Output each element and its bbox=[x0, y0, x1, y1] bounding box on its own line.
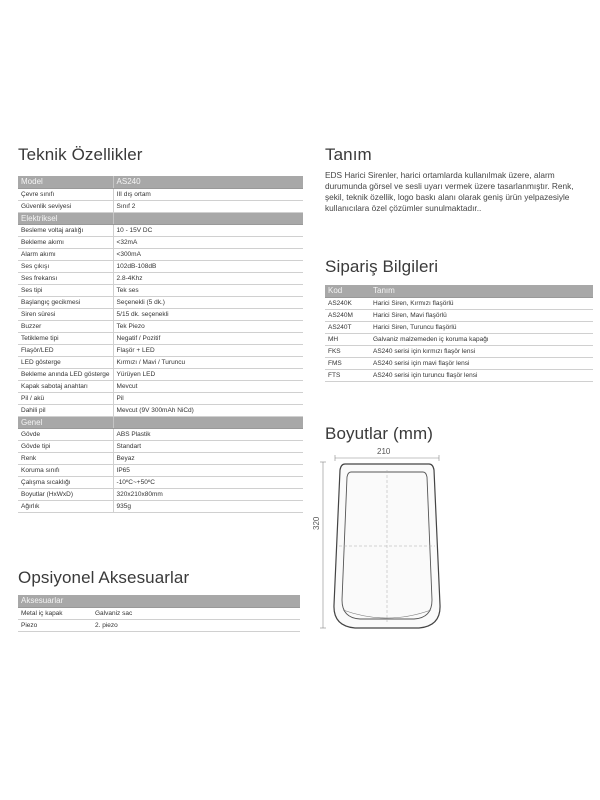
tech-header-row bbox=[18, 176, 303, 188]
section-value bbox=[113, 212, 303, 224]
section-row-electrical bbox=[18, 212, 303, 224]
order-code: FMS bbox=[325, 357, 370, 369]
spec-value: Standart bbox=[113, 440, 303, 452]
order-code: FTS bbox=[325, 369, 370, 381]
table-row bbox=[18, 284, 303, 296]
table-row bbox=[18, 500, 303, 512]
spec-label: Başlangıç gecikmesi bbox=[18, 296, 113, 308]
table-row bbox=[18, 488, 303, 500]
table-row bbox=[18, 356, 303, 368]
spec-value: 5/15 dk. seçenekli bbox=[113, 308, 303, 320]
spec-value: ABS Plastik bbox=[113, 428, 303, 440]
table-row bbox=[18, 188, 303, 200]
order-header-code: Kod bbox=[325, 285, 370, 297]
order-code: AS240T bbox=[325, 321, 370, 333]
order-desc: AS240 serisi için turuncu flaşör lensi bbox=[370, 369, 593, 381]
table-row bbox=[325, 369, 593, 381]
tech-specs-table bbox=[18, 176, 303, 513]
accessory-name: Piezo bbox=[18, 619, 92, 631]
table-row bbox=[18, 236, 303, 248]
table-row bbox=[18, 344, 303, 356]
spec-value: 320x210x80mm bbox=[113, 488, 303, 500]
spec-label: Çevre sınıfı bbox=[18, 188, 113, 200]
table-row bbox=[325, 357, 593, 369]
spec-value: -10ºC~+50ºC bbox=[113, 476, 303, 488]
table-row bbox=[18, 272, 303, 284]
spec-label: Gövde bbox=[18, 428, 113, 440]
spec-label: Dahili pil bbox=[18, 404, 113, 416]
dimension-width-label: 210 bbox=[377, 447, 391, 456]
accessories-header-row bbox=[18, 595, 300, 607]
spec-label: Koruma sınıfı bbox=[18, 464, 113, 476]
spec-value: <300mA bbox=[113, 248, 303, 260]
order-desc: AS240 serisi için kırmızı flaşör lensi bbox=[370, 345, 593, 357]
spec-value: III dış ortam bbox=[113, 188, 303, 200]
section-label: Model bbox=[18, 176, 113, 188]
spec-label: Buzzer bbox=[18, 320, 113, 332]
spec-value: Kırmızı / Mavi / Turuncu bbox=[113, 356, 303, 368]
accessories-title: Opsiyonel Aksesuarlar bbox=[18, 568, 190, 587]
table-row bbox=[18, 380, 303, 392]
spec-value: Beyaz bbox=[113, 452, 303, 464]
spec-value: Flaşör + LED bbox=[113, 344, 303, 356]
table-row bbox=[18, 248, 303, 260]
spec-label: Çalışma sıcaklığı bbox=[18, 476, 113, 488]
table-row bbox=[18, 224, 303, 236]
accessory-desc: 2. piezo bbox=[92, 619, 300, 631]
spec-label: Gövde tipi bbox=[18, 440, 113, 452]
spec-label: Ağırlık bbox=[18, 500, 113, 512]
dimension-height-label: 320 bbox=[312, 516, 321, 530]
spec-value: Mevcut bbox=[113, 380, 303, 392]
table-row bbox=[325, 345, 593, 357]
spec-value: 935g bbox=[113, 500, 303, 512]
accessory-desc: Galvaniz sac bbox=[92, 607, 300, 619]
table-row bbox=[18, 368, 303, 380]
order-desc: Harici Siren, Turuncu flaşörlü bbox=[370, 321, 593, 333]
order-code: AS240K bbox=[325, 297, 370, 309]
spec-value: 102dB-108dB bbox=[113, 260, 303, 272]
table-row bbox=[18, 308, 303, 320]
tech-specs-title: Teknik Özellikler bbox=[18, 145, 143, 164]
table-row bbox=[18, 452, 303, 464]
accessories-table bbox=[18, 595, 300, 632]
order-info-table bbox=[325, 285, 593, 382]
accessories-header: Aksesuarlar bbox=[18, 595, 300, 607]
order-code: MH bbox=[325, 333, 370, 345]
order-desc: Harici Siren, Kırmızı flaşörlü bbox=[370, 297, 593, 309]
section-label: Genel bbox=[18, 416, 113, 428]
table-row bbox=[325, 297, 593, 309]
section-value: AS240 bbox=[113, 176, 303, 188]
table-row bbox=[18, 404, 303, 416]
order-desc: Harici Siren, Mavi flaşörlü bbox=[370, 309, 593, 321]
accessory-name: Metal iç kapak bbox=[18, 607, 92, 619]
spec-label: LED gösterge bbox=[18, 356, 113, 368]
table-row bbox=[18, 607, 300, 619]
table-row bbox=[18, 296, 303, 308]
spec-label: Alarm akımı bbox=[18, 248, 113, 260]
table-row bbox=[18, 440, 303, 452]
spec-label: Besleme voltaj aralığı bbox=[18, 224, 113, 236]
spec-value: Sınıf 2 bbox=[113, 200, 303, 212]
spec-value: 2.8-4Khz bbox=[113, 272, 303, 284]
table-row bbox=[18, 200, 303, 212]
definition-text: EDS Harici Sirenler, harici ortamlarda kullanılmak üzere, alarm durumunda görsel ve sesli uyarı vermek üzere tasarlanmıştır. Renk, şekil, teknik özellik, logo baskı alanı olarak geniş ürün yelpazesiyle kullanıcılara özel çözümler sunulmaktadır.. bbox=[325, 170, 574, 213]
order-header-row bbox=[325, 285, 593, 297]
spec-value: Negatif / Pozitif bbox=[113, 332, 303, 344]
order-info-title: Sipariş Bilgileri bbox=[325, 257, 439, 276]
spec-label: Bekleme anında LED gösterge bbox=[18, 368, 113, 380]
spec-value: Yürüyen LED bbox=[113, 368, 303, 380]
siren-dimension-drawing bbox=[315, 450, 445, 640]
spec-label: Kapak sabotaj anahtarı bbox=[18, 380, 113, 392]
spec-label: Flaşör/LED bbox=[18, 344, 113, 356]
section-row-general bbox=[18, 416, 303, 428]
spec-label: Ses çıkışı bbox=[18, 260, 113, 272]
table-row bbox=[325, 333, 593, 345]
order-header-desc: Tanım bbox=[370, 285, 593, 297]
table-row bbox=[18, 320, 303, 332]
spec-value: Mevcut (9V 300mAh NiCd) bbox=[113, 404, 303, 416]
table-row bbox=[325, 321, 593, 333]
spec-value: Tek Piezo bbox=[113, 320, 303, 332]
dimensions-title: Boyutlar (mm) bbox=[325, 424, 434, 443]
order-code: AS240M bbox=[325, 309, 370, 321]
spec-label: Boyutlar (HxWxD) bbox=[18, 488, 113, 500]
spec-label: Pil / akü bbox=[18, 392, 113, 404]
spec-value: Tek ses bbox=[113, 284, 303, 296]
order-desc: Galvaniz malzemeden iç koruma kapağı bbox=[370, 333, 593, 345]
spec-value: Pil bbox=[113, 392, 303, 404]
table-row bbox=[18, 619, 300, 631]
spec-label: Ses frekansı bbox=[18, 272, 113, 284]
spec-label: Ses tipi bbox=[18, 284, 113, 296]
table-row bbox=[325, 309, 593, 321]
table-row bbox=[18, 464, 303, 476]
spec-value: <32mA bbox=[113, 236, 303, 248]
table-row bbox=[18, 392, 303, 404]
table-row bbox=[18, 332, 303, 344]
definition-title: Tanım bbox=[325, 145, 372, 164]
spec-label: Güvenlik seviyesi bbox=[18, 200, 113, 212]
spec-value: Seçenekli (5 dk.) bbox=[113, 296, 303, 308]
section-value bbox=[113, 416, 303, 428]
spec-label: Siren süresi bbox=[18, 308, 113, 320]
table-row bbox=[18, 260, 303, 272]
spec-value: 10 - 15V DC bbox=[113, 224, 303, 236]
spec-label: Tetikleme tipi bbox=[18, 332, 113, 344]
spec-label: Bekleme akımı bbox=[18, 236, 113, 248]
table-row bbox=[18, 476, 303, 488]
spec-label: Renk bbox=[18, 452, 113, 464]
order-code: FKS bbox=[325, 345, 370, 357]
section-label: Elektriksel bbox=[18, 212, 113, 224]
spec-value: IP65 bbox=[113, 464, 303, 476]
order-desc: AS240 serisi için mavi flaşör lensi bbox=[370, 357, 593, 369]
table-row bbox=[18, 428, 303, 440]
